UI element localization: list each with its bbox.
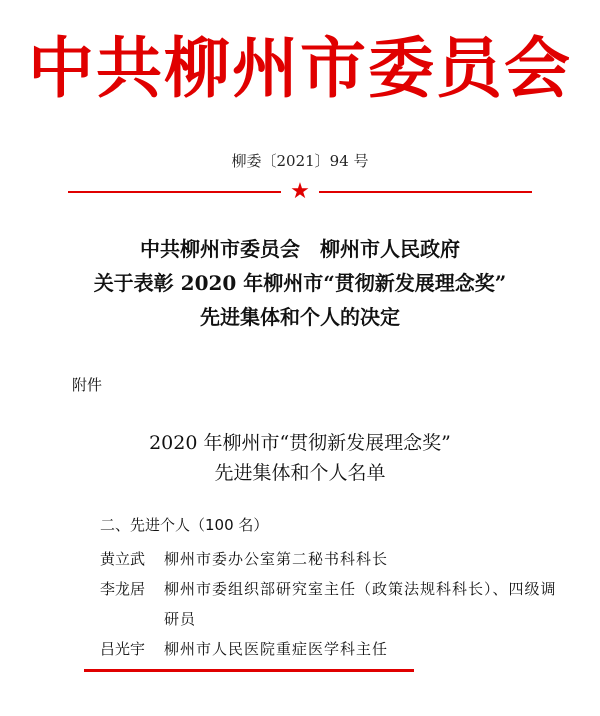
divider-line-right	[319, 191, 532, 193]
list-title-line-1: 2020 年柳州市“贯彻新发展理念奖”	[149, 432, 451, 454]
honoree-position: 柳州市委办公室第二秘书科科长	[164, 550, 389, 568]
title-line-2: 关于表彰 2020 年柳州市“贯彻新发展理念奖”	[93, 271, 507, 295]
list-item	[100, 544, 560, 574]
title-line-3: 先进集体和个人的决定	[200, 305, 400, 329]
title-line-1: 中共柳州市委员会 柳州市人民政府	[140, 237, 460, 261]
list-title	[0, 428, 600, 488]
star-icon: ★	[290, 179, 310, 204]
list-item	[100, 574, 560, 634]
attachment-label: 附件	[72, 376, 103, 394]
honoree-position: 柳州市人民医院重症医学科主任	[164, 640, 389, 658]
honoree-name: 吕光宇	[100, 640, 146, 658]
list-title-line-2: 先进集体和个人名单	[214, 462, 386, 484]
honoree-name: 黄立武	[100, 550, 146, 568]
list-item	[100, 634, 560, 664]
honoree-position: 柳州市委组织部研究室主任（政策法规科科长）、四级调研员	[164, 580, 557, 628]
highlight-underline	[84, 669, 414, 672]
decision-title	[0, 232, 600, 334]
section-heading: 二、先进个人（100 名）	[100, 516, 269, 534]
document-number: 柳委〔2021〕94 号	[231, 152, 369, 170]
red-divider	[68, 180, 532, 204]
honoree-list	[100, 544, 560, 664]
masthead-title: 中共柳州市委员会	[28, 30, 572, 107]
honoree-name: 李龙居	[100, 580, 146, 598]
divider-line-left	[68, 191, 281, 193]
